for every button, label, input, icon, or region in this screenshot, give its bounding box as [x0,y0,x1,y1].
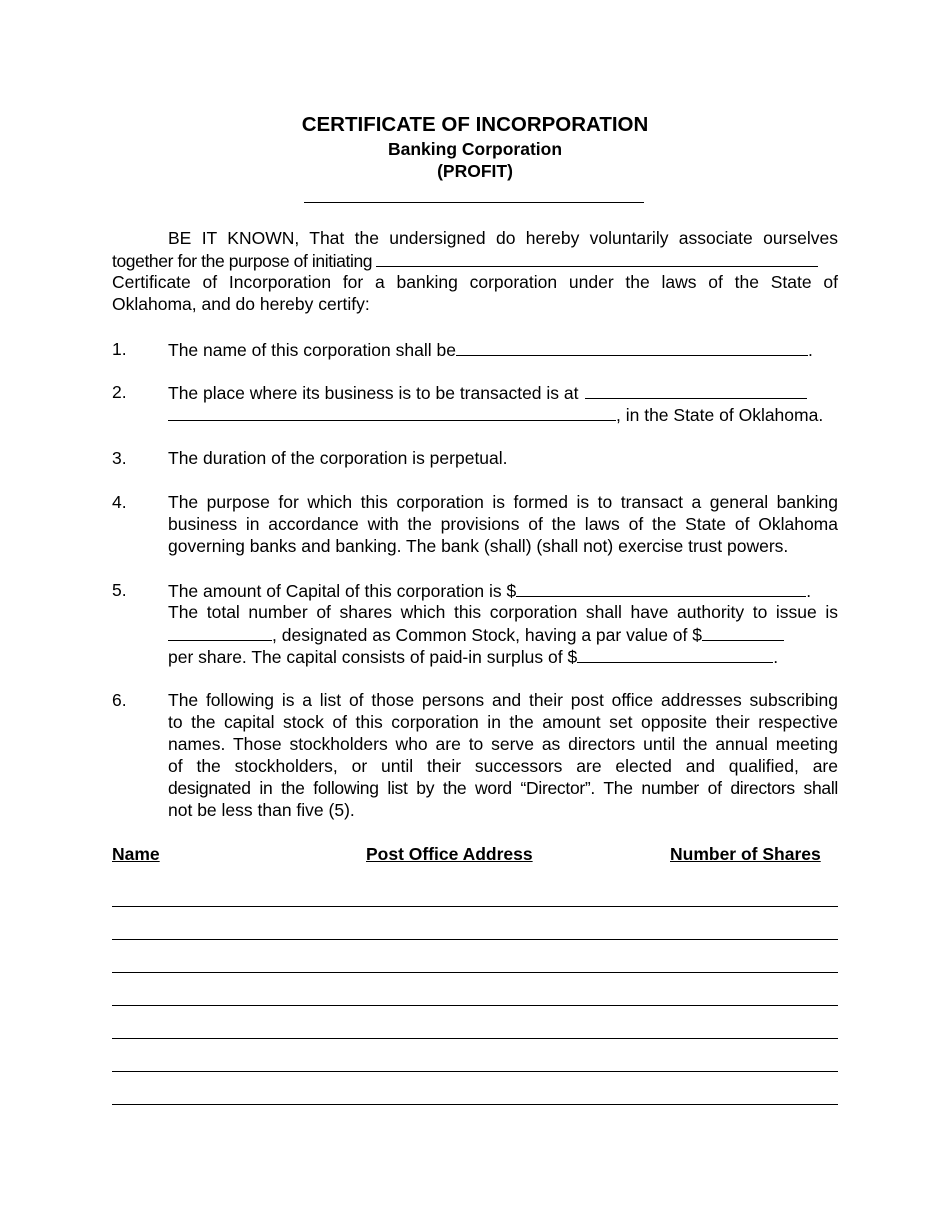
item-2-line-2 [168,403,838,426]
item-number-2: 2. [112,382,127,402]
column-header-name: Name [112,844,160,864]
item-5-line-1 [168,579,838,602]
document-subtitle: Banking Corporation [387,139,563,159]
column-header-shares: Number of Shares [670,844,821,864]
item-6-line-1: The following is a list of those persons and their post office addresses subscribing [168,690,838,710]
purpose-blank[interactable] [376,249,818,267]
item-3: The duration of the corporation is perpetual. [168,448,508,468]
item-6-line-5: designated in the following list by the word “Director”. The number of directors shall [168,778,838,798]
intro-line-1: BE IT KNOWN, That the undersigned do hereby voluntarily associate ourselves [168,228,838,248]
stockholder-entry-line[interactable] [112,1005,838,1006]
corporation-name-blank[interactable] [456,338,808,356]
share-count-blank[interactable] [168,623,272,641]
item-6-line-3: names. Those stockholders who are to serve as directors until the annual meeting [168,734,838,754]
stockholder-entry-line[interactable] [112,906,838,907]
capital-amount-blank[interactable] [516,579,806,597]
stockholder-entry-line[interactable] [112,1104,838,1105]
item-6-line-6: not be less than five (5). [168,800,355,820]
item-1 [168,338,838,361]
item-5-line-1-end: . [806,581,812,601]
item-number-6: 6. [112,690,127,710]
intro-line-3: Certificate of Incorporation for a banking corporation under the laws of the State of [112,272,838,292]
item-6-line-4: of the stockholders, or until their successors are elected and qualified, are [168,756,838,776]
item-5-line-4-text: per share. The capital consists of paid-in surplus of $ [168,647,578,667]
document-title: CERTIFICATE OF INCORPORATION [301,113,649,136]
stockholder-entry-line[interactable] [112,939,838,940]
surplus-amount-blank[interactable] [577,645,773,663]
intro-line-2 [112,249,818,272]
stockholder-entry-line[interactable] [112,1038,838,1039]
column-header-address: Post Office Address [366,844,533,864]
item-5-line-3 [168,623,838,646]
item-number-4: 4. [112,492,127,512]
item-4-line-1: The purpose for which this corporation is formed is to transact a general banking [168,492,838,512]
item-number-3: 3. [112,448,127,468]
intro-line-4: Oklahoma, and do hereby certify: [112,294,370,314]
document-type: (PROFIT) [437,161,513,181]
item-5-line-4 [168,645,838,668]
item-5-capital-text: The amount of Capital of this corporation is $ [168,581,517,601]
item-5-line-3-text: , designated as Common Stock, having a par value of $ [272,625,702,645]
item-number-5: 5. [112,580,127,600]
item-2-text: The place where its business is to be transacted is at [168,383,579,403]
item-5-line-2: The total number of shares which this corporation shall have authority to issue is [168,602,838,622]
intro-line-2-text: together for the purpose of initiating [112,251,373,271]
item-number-1: 1. [112,339,127,359]
title-divider [304,202,644,203]
stockholder-entry-line[interactable] [112,1071,838,1072]
business-place-blank-1[interactable] [585,381,807,399]
item-5-line-4-end: . [773,647,779,667]
item-4-line-3: governing banks and banking. The bank (shall) (shall not) exercise trust powers. [168,536,789,556]
item-2-line-1 [168,381,838,404]
item-1-end: . [807,340,813,360]
item-4-line-2: business in accordance with the provisions of the laws of the State of Oklahoma [168,514,838,534]
stockholder-entry-line[interactable] [112,972,838,973]
business-place-blank-2[interactable] [168,403,616,421]
item-2-end: , in the State of Oklahoma. [616,405,824,425]
par-value-blank[interactable] [702,623,784,641]
item-1-text: The name of this corporation shall be [168,340,456,360]
item-6-line-2: to the capital stock of this corporation in the amount set opposite their respective [168,712,838,732]
